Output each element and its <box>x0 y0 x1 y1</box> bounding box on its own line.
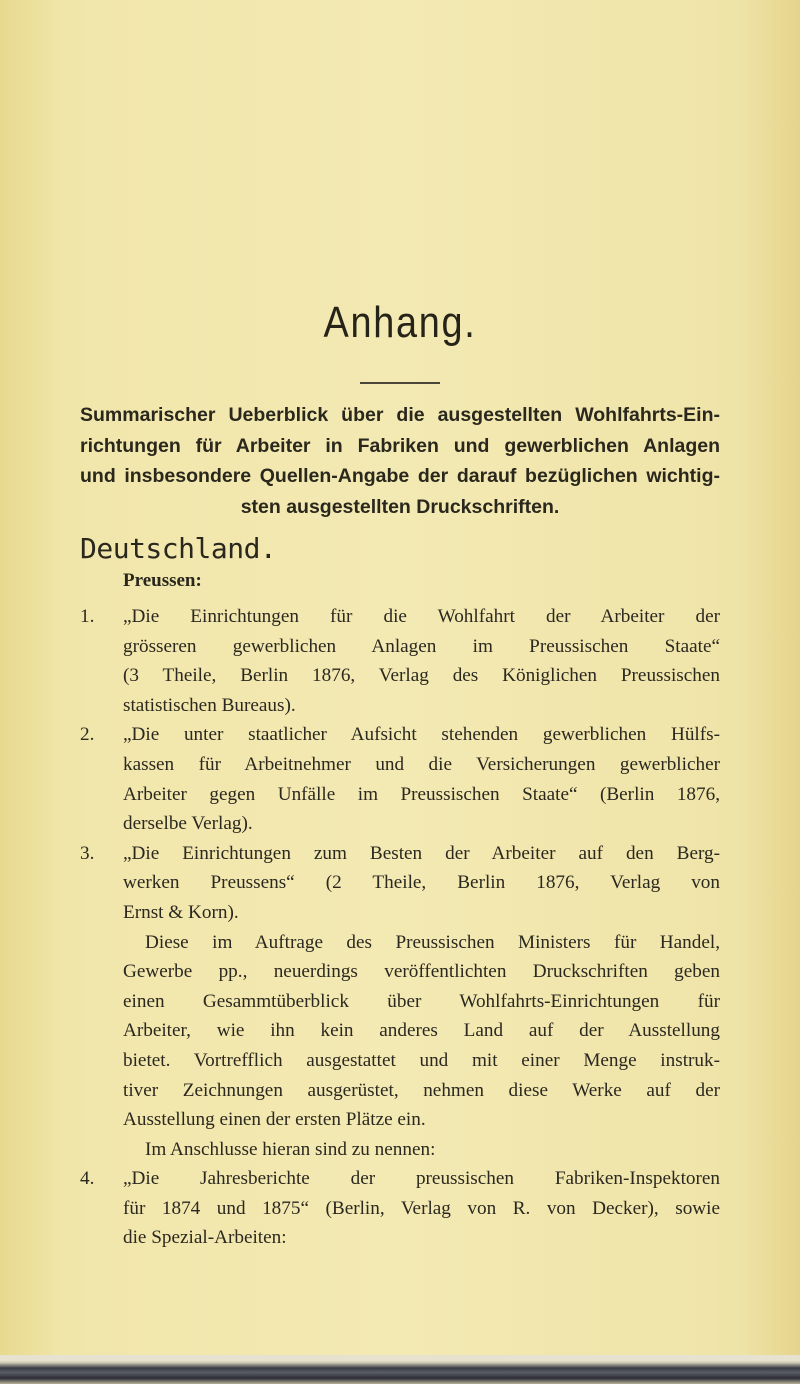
list-item <box>80 720 720 838</box>
entry-text <box>123 602 720 720</box>
list-item <box>80 839 720 928</box>
entry-line: kassen für Arbeitnehmer und die Versicherungen gewerblicher <box>123 753 720 775</box>
body-paragraph <box>80 1135 720 1165</box>
entry-line: „Die unter staatlicher Aufsicht stehenden gewerblichen Hülfs- <box>123 724 720 746</box>
entry-line: (3 Theile, Berlin 1876, Verlag des Königlichen Preussischen <box>123 665 720 687</box>
paragraph-line: Arbeiter, wie ihn kein anderes Land auf der Ausstellung <box>123 1020 720 1042</box>
entry-line: „Die Einrichtungen zum Besten der Arbeiter auf den Berg- <box>123 842 720 864</box>
summary-line: richtungen für Arbeiter in Fabriken und gewerblichen Anlagen <box>80 434 720 457</box>
state-heading: Preussen: <box>123 570 202 591</box>
scan-edge-highlight <box>0 1355 800 1361</box>
entry-number: 4. <box>80 1168 95 1190</box>
scan-edge <box>0 1355 800 1384</box>
title-rule <box>360 382 440 384</box>
paragraph-line: bietet. Vortrefflich ausgestattet und mit einer Menge instruk- <box>123 1049 720 1071</box>
entry-line: „Die Jahresberichte der preussischen Fabriken-Inspektoren <box>123 1168 720 1190</box>
entry-line: Ernst & Korn). <box>123 901 239 923</box>
summary-line: Summarischer Ueberblick über die ausgestellten Wohlfahrts-Ein- <box>80 404 720 426</box>
paragraph-line: Im Anschlusse hieran sind zu nennen: <box>145 1138 436 1160</box>
country-heading: Deutschland. <box>80 532 277 565</box>
summary-line: und insbesondere Quellen-Angabe der darauf bezüglichen wichtig- <box>80 465 720 487</box>
summary-heading <box>80 400 720 522</box>
entry-line: grösseren gewerblichen Anlagen im Preussischen Staate“ <box>123 635 720 657</box>
entry-line: derselbe Verlag). <box>123 813 253 835</box>
entry-line: „Die Einrichtungen für die Wohlfahrt der Arbeiter der <box>123 606 720 627</box>
entry-number: 2. <box>80 724 95 746</box>
list-item <box>80 602 720 720</box>
paragraph-line: Ausstellung einen der ersten Plätze ein. <box>123 1109 426 1131</box>
page-title: Anhang. <box>323 298 477 347</box>
summary-line: sten ausgestellten Druckschriften. <box>240 495 560 518</box>
list-item <box>80 1164 720 1253</box>
entry-number: 1. <box>80 606 95 627</box>
entry-line: Arbeiter gegen Unfälle im Preussischen Staate“ (Berlin 1876, <box>123 783 720 805</box>
entry-line: werken Preussens“ (2 Theile, Berlin 1876, Verlag von <box>123 872 720 894</box>
entry-number: 3. <box>80 842 95 864</box>
entry-text <box>123 720 720 838</box>
paragraph-line: einen Gesammtüberblick über Wohlfahrts-Einrichtungen für <box>123 990 720 1012</box>
entry-text <box>123 1164 720 1253</box>
entry-text <box>123 839 720 928</box>
paragraph-line: tiver Zeichnungen ausgerüstet, nehmen diese Werke auf der <box>123 1079 720 1101</box>
entry-list <box>80 602 720 1253</box>
paragraph-line: Diese im Auftrage des Preussischen Ministers für Handel, <box>145 931 720 953</box>
entry-line: die Spezial-Arbeiten: <box>123 1227 287 1249</box>
entry-line: statistischen Bureaus). <box>123 694 296 716</box>
body-paragraph <box>80 928 720 1135</box>
paragraph-line: Gewerbe pp., neuerdings veröffentlichten Druckschriften geben <box>123 961 720 983</box>
entry-line: für 1874 und 1875“ (Berlin, Verlag von R. von Decker), sowie <box>123 1197 720 1219</box>
